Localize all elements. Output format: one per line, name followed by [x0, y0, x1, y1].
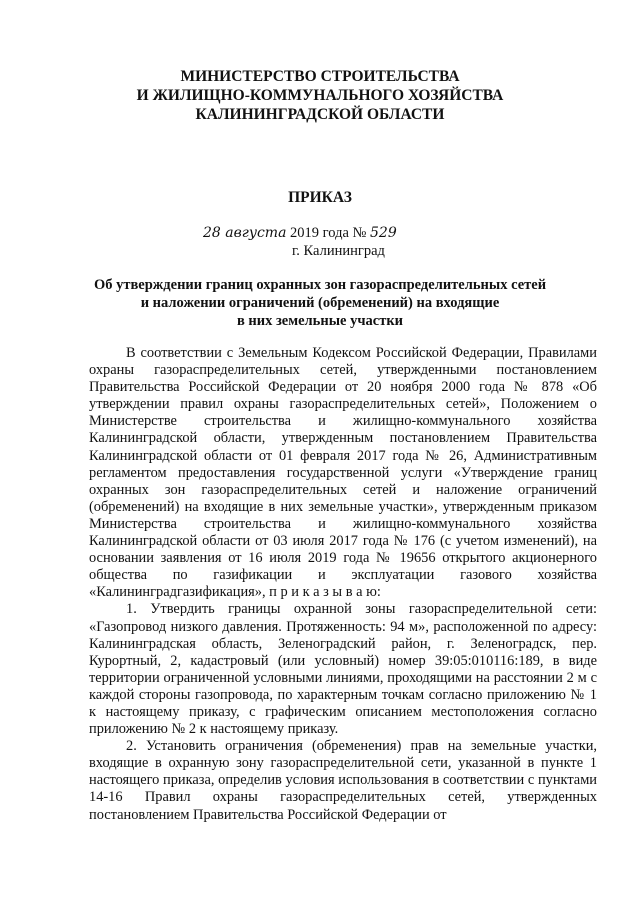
ministry-header — [0, 67, 640, 124]
subject-line-1: Об утверждении границ охранных зон газораспределительных сетей — [93, 277, 547, 293]
subject-line-2: и наложении ограничений (обременений) на входящие — [140, 295, 500, 311]
order-body — [89, 345, 597, 824]
subject-line-3: в них земельные участки — [236, 313, 404, 329]
ministry-line-2: И ЖИЛИЩНО-КОММУНАЛЬНОГО ХОЗЯЙСТВА — [136, 87, 504, 104]
order-city: г. Калининград — [292, 243, 385, 259]
order-subject — [0, 276, 640, 330]
item-1-paragraph: 1. Утвердить границы охранной зоны газораспределительной сети: «Газопровод низкого давления. Протяженность: 94 м», расположенной по адресу: Калининградская область, Зеленоградский район, г. Зеленоградск, пер. Курортный, 2, кадастровый (или условный) номер 39:05:010116:189, в виде территории ограниченной условными линиями, проходящими на расстоянии 2 м с каждой стороны газопровода, по характерным точкам согласно приложению № 1 к настоящему приказу, с графическим описанием местоположения согласно приложению № 2 к настоящему приказу. — [89, 601, 597, 738]
order-title: ПРИКАЗ — [288, 189, 352, 206]
printed-date: 2019 года № — [290, 225, 367, 241]
handwritten-date: 28 августа — [203, 225, 287, 241]
ministry-line-3: КАЛИНИНГРАДСКОЙ ОБЛАСТИ — [195, 106, 445, 123]
order-date-line — [203, 225, 397, 242]
ministry-line-1: МИНИСТЕРСТВО СТРОИТЕЛЬСТВА — [180, 68, 460, 85]
handwritten-number: 529 — [370, 225, 397, 241]
preamble-paragraph: В соответствии с Земельным Кодексом Российской Федерации, Правилами охраны газораспределительных сетей, утвержденными постановлением Правительства Российской Федерации от 20 ноября 2000 года № 878 «Об утверждении правил охраны газораспределительных сетей», Положением о Министерстве строительства и жилищно-коммунального хозяйства Калининградской области, утвержденным постановлением Правительства Калининградской области от 01 февраля 2017 года № 26, Административным регламентом предоставления государственной услуги «Утверждение границ охранных зон газораспределительных сетей и наложение ограничений (обременений) на входящие в них земельные участки», утвержденным приказом Министерства строительства и жилищно-коммунального хозяйства Калининградской области от 03 июля 2017 года № 176 (с учетом изменений), на основании заявления от 16 июля 2019 года № 19656 открытого акционерного общества по газификации и эксплуатации газового хозяйства «Калининградгазификация», п р и к а з ы в а ю: — [89, 345, 597, 601]
item-2-paragraph: 2. Установить ограничения (обременения) прав на земельные участки, входящие в охранную зону газораспределительной сети, указанной в пункте 1 настоящего приказа, определив условия использования в соответствии с пунктами 14-16 Правил охраны газораспределительных сетей, утвержденных постановлением Правительства Российской Федерации от — [89, 738, 597, 823]
